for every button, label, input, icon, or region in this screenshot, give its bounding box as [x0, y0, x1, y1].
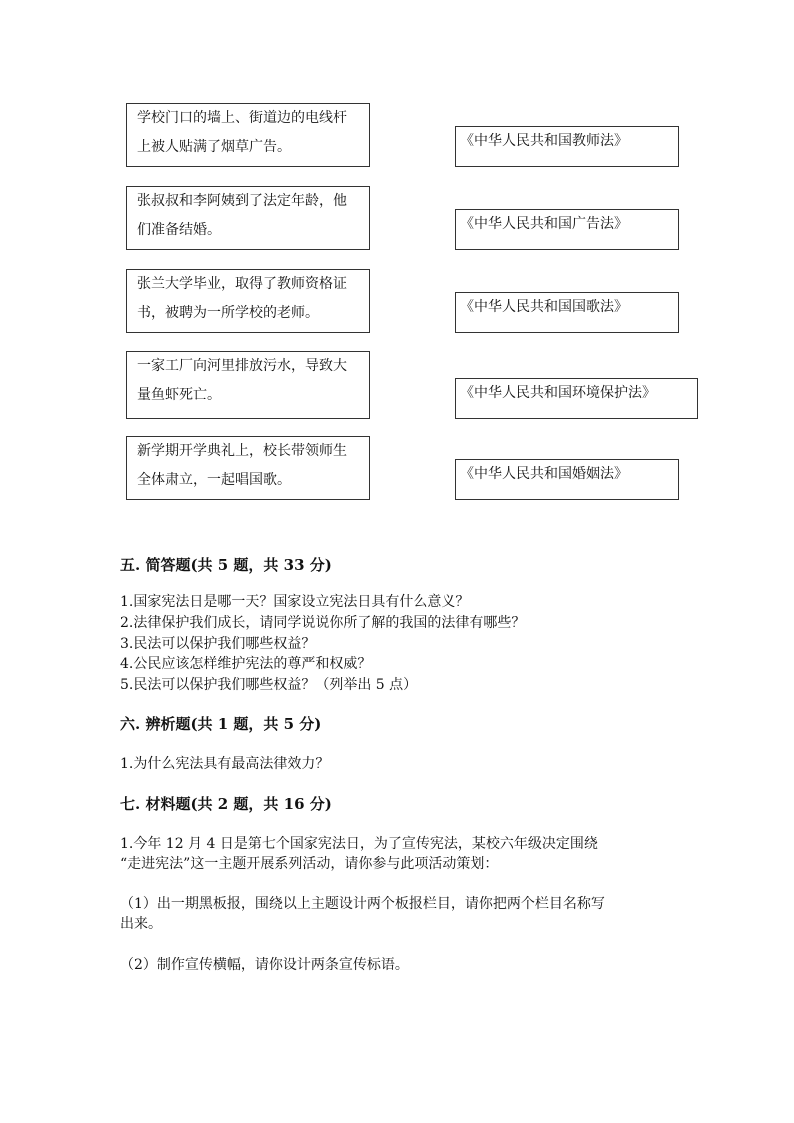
section-seven-title: 七. 材料题(共 2 题，共 16 分): [120, 795, 332, 813]
matching-left-box-4: [126, 351, 370, 419]
matching-left-text-1: 学校门口的墙上、街道边的电线杆上被人贴满了烟草广告。: [137, 110, 347, 155]
matching-left-box-5: [126, 436, 370, 500]
section-five-title: 五. 简答题(共 5 题，共 33 分): [120, 556, 332, 574]
section-seven-intro-line-1: 1.今年 12 月 4 日是第七个国家宪法日，为了宣传宪法，某校六年级决定围绕: [120, 836, 598, 852]
section-seven-sub1-line-1: （1）出一期黑板报，围绕以上主题设计两个板报栏目，请你把两个栏目名称写: [120, 896, 605, 912]
section-five-question-4: 4.公民应该怎样维护宪法的尊严和权威？: [120, 656, 372, 672]
section-six-title: 六. 辨析题(共 1 题，共 5 分): [120, 715, 322, 733]
section-five-question-3: 3.民法可以保护我们哪些权益？: [120, 636, 316, 652]
matching-right-text-1: 《中华人民共和国教师法》: [460, 133, 628, 149]
matching-left-text-2: 张叔叔和李阿姨到了法定年龄，他们准备结婚。: [137, 193, 347, 238]
matching-right-text-5: 《中华人民共和国婚姻法》: [460, 466, 628, 482]
section-seven-sub2: （2）制作宣传横幅，请你设计两条宣传标语。: [120, 957, 409, 973]
section-five-question-5: 5.民法可以保护我们哪些权益？（列举出 5 点）: [120, 677, 418, 693]
matching-right-box-2: [455, 209, 679, 250]
section-seven-sub1-line-2: 出来。: [120, 916, 162, 932]
matching-right-text-2: 《中华人民共和国广告法》: [460, 216, 628, 232]
matching-left-text-3: 张兰大学毕业，取得了教师资格证书，被聘为一所学校的老师。: [137, 276, 347, 321]
matching-right-text-4: 《中华人民共和国环境保护法》: [460, 385, 656, 401]
matching-right-text-3: 《中华人民共和国国歌法》: [460, 299, 628, 315]
matching-left-box-3: [126, 269, 370, 333]
matching-left-text-5: 新学期开学典礼上，校长带领师生全体肃立，一起唱国歌。: [137, 443, 347, 488]
section-seven-intro-line-2: “走进宪法”这一主题开展系列活动，请你参与此项活动策划：: [120, 856, 499, 872]
matching-left-box-1: [126, 103, 370, 167]
section-six-question-1: 1.为什么宪法具有最高法律效力？: [120, 756, 330, 772]
matching-right-box-3: [455, 292, 679, 333]
matching-right-box-4: [455, 378, 698, 419]
section-five-question-2: 2.法律保护我们成长，请同学说说你所了解的我国的法律有哪些？: [120, 615, 526, 631]
matching-left-text-4: 一家工厂向河里排放污水，导致大量鱼虾死亡。: [137, 358, 347, 403]
section-five-question-1: 1.国家宪法日是哪一天？国家设立宪法日具有什么意义？: [120, 594, 470, 610]
matching-left-box-2: [126, 186, 370, 250]
matching-right-box-1: [455, 126, 679, 167]
matching-right-box-5: [455, 459, 679, 500]
